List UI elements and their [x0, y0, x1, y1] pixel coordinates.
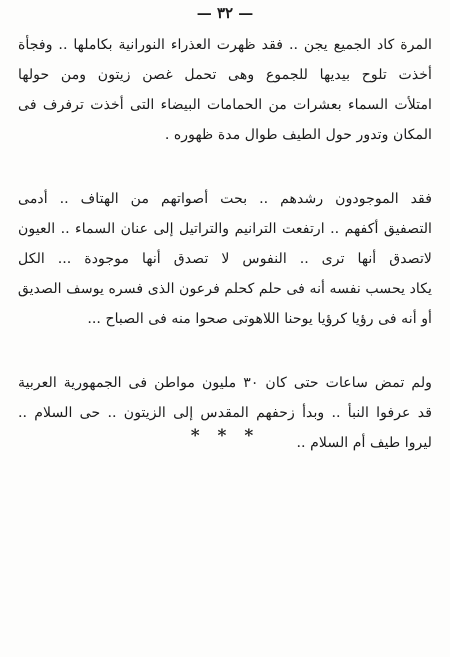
text-line: التصفيق أكفهم .. ارتفعت الترانيم والتراتيل إلى عنان السماء .. العيون — [18, 221, 432, 237]
body-text — [18, 30, 432, 490]
text-line: ليروا طيف أم السلام .. — [296, 435, 432, 451]
text-line: المكان وتدور حول الطيف طوال مدة ظهوره . — [164, 127, 432, 143]
text-line: يكاد يحسب نفسه أنه فى حلم كحلم فرعون الذى فسره يوسف الصديق — [17, 281, 432, 297]
text-line: المرة كاد الجميع يجن .. فقد ظهرت العذراء النورانية بكاملها .. وفجأة — [18, 37, 432, 53]
text-line: امتلأت السماء بعشرات من الحمامات البيضاء التى أخذت ترفرف فى — [18, 97, 432, 113]
text-line: فقد الموجودون رشدهم .. بحت أصواتهم من الهتاف .. أدمى — [18, 191, 432, 207]
text-line: قد عرفوا النبأ .. وبدأ زحفهم المقدس إلى الزيتون .. حى السلام .. — [18, 405, 432, 421]
text-line: لاتصدق أنها ترى .. النفوس لا تصدق أنها موجودة ... الكل — [18, 251, 432, 267]
text-line: ولم تمض ساعات حتى كان ٣٠ مليون مواطن فى الجمهورية العربية — [18, 375, 432, 391]
text-line: أخذت تلوح بيديها للجموع وهى تحمل غصن زيتون ومن حولها — [18, 67, 432, 83]
text-line: أو أنه فى رؤيا كرؤيا يوحنا اللاهوتى صحوا منه فى الصباح ... — [87, 311, 432, 327]
paragraph-2 — [18, 184, 432, 334]
paragraph-1 — [18, 30, 432, 150]
page-number: — ٣٢ — — [196, 4, 254, 22]
section-ornament: * * * — [190, 426, 260, 446]
